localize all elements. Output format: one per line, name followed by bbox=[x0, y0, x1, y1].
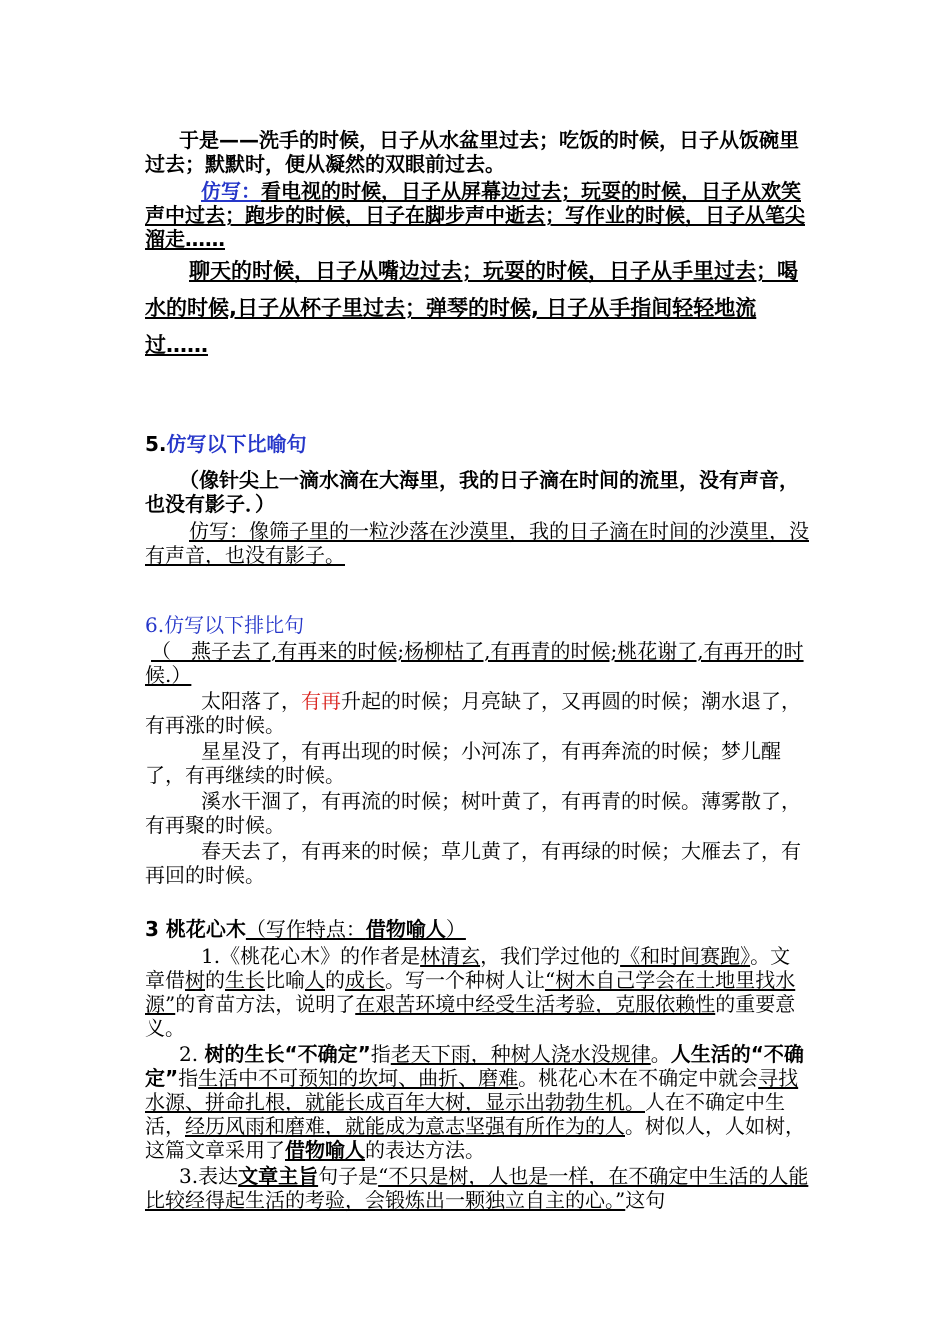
section-title-text: 6.仿写以下排比句 bbox=[145, 613, 305, 637]
imitation-paragraph bbox=[145, 179, 810, 251]
text: 比喻 bbox=[265, 968, 305, 992]
lesson-feature: 借物喻人 bbox=[365, 917, 446, 941]
key-term: 人 bbox=[305, 968, 325, 992]
lesson-paragraph-2 bbox=[145, 1042, 810, 1162]
text: 1.《桃花心木》的作者是 bbox=[201, 944, 421, 968]
imitation-label: 仿写： bbox=[201, 179, 261, 203]
answer-paragraph bbox=[145, 839, 810, 887]
model-sentence-text: （像针尖上一滴水滴在大海里，我的日子滴在时间的流里，没有声音，也没有影子．） bbox=[145, 468, 799, 516]
work-title: 《和时间赛跑》 bbox=[620, 944, 751, 968]
section-title-text: 仿写以下比喻句 bbox=[166, 432, 307, 456]
text: 的重要意义。 bbox=[145, 992, 796, 1040]
key-term: 树的生长“不确定” bbox=[204, 1042, 371, 1066]
highlight-text: 有再 bbox=[301, 689, 341, 713]
answer-paragraph bbox=[145, 789, 810, 837]
model-sentence bbox=[145, 468, 810, 516]
imitation-paragraph-2 bbox=[145, 253, 810, 364]
text: 。文章借 bbox=[145, 944, 791, 992]
passage-text: 于是——洗手的时候，日子从水盆里过去；吃饭的时候，日子从饭碗里过去；默默时，便从凝然的双眼前过去。 bbox=[145, 128, 799, 176]
lesson-paragraph-1 bbox=[145, 944, 810, 1040]
answer-text: 星星没了，有再出现的时候；小河冻了，有再奔流的时候；梦儿醒了，有再继续的时候。 bbox=[145, 739, 781, 787]
text: 2. bbox=[179, 1042, 205, 1066]
lesson-title-text: 3 桃花心木 bbox=[145, 917, 246, 941]
document-page bbox=[145, 118, 810, 1212]
lesson-feature-label: ） bbox=[445, 917, 466, 941]
answer-text: 太阳落了， bbox=[201, 689, 301, 713]
text: 的育苗方法，说明了 bbox=[175, 992, 356, 1016]
text: 。 bbox=[650, 1042, 671, 1066]
author-name: 林清玄 bbox=[420, 944, 481, 968]
key-term: 文章主旨 bbox=[238, 1164, 319, 1188]
text: 的 bbox=[325, 968, 345, 992]
passage-paragraph bbox=[145, 128, 810, 176]
key-term: “不只是树，人也是一样，在不确定中生活的人能比较经得起生活的考验，会锻炼出一颗独立自主的心。” bbox=[145, 1164, 809, 1212]
section-title bbox=[145, 613, 810, 637]
text: ，我们学过他的 bbox=[480, 944, 621, 968]
text: 这句 bbox=[625, 1188, 666, 1212]
imitation-text: 日子从欢笑声中过去 bbox=[145, 179, 801, 227]
text: 的 bbox=[205, 968, 225, 992]
key-term: 生长 bbox=[225, 968, 265, 992]
lesson-title bbox=[145, 917, 810, 941]
key-term: 借物喻人 bbox=[285, 1138, 365, 1162]
imitation-sentence-text: 仿写：像筛子里的一粒沙落在沙漠里，我的日子滴在时间的沙漠里，没有声音，也没有影子。 bbox=[145, 519, 809, 567]
text: 。桃花心木在不确定中就会 bbox=[518, 1066, 759, 1090]
text: 。写一个种树人让 bbox=[385, 968, 545, 992]
section-number: 5. bbox=[145, 432, 167, 456]
imitation-text: 写作业的时候，日子从笔尖溜走…… bbox=[145, 203, 805, 251]
text: 3.表达 bbox=[179, 1164, 239, 1188]
key-term: 经历风雨和磨难，就能成为意志坚强有所作为的人 bbox=[185, 1114, 625, 1138]
answer-text: 春天去了，有再来的时候；草儿黄了，有再绿的时候；大雁去了，有再回的时候。 bbox=[145, 839, 801, 887]
text: 句子是 bbox=[318, 1164, 379, 1188]
key-term: “树木自己学会在土地里找水源” bbox=[145, 968, 796, 1016]
answer-paragraph bbox=[145, 739, 810, 787]
key-term: 人生活的“不确定” bbox=[145, 1042, 804, 1090]
imitation-text: ；跑步的时候，日子在脚步声中逝去； bbox=[225, 203, 565, 227]
imitation-sentence bbox=[145, 519, 810, 567]
text: 人在不确定中生活， bbox=[145, 1090, 785, 1138]
imitation-text: 看电视的时候，日子从屏幕边过去；玩耍的时候， bbox=[261, 179, 701, 203]
text: 的表达方法。 bbox=[365, 1138, 485, 1162]
key-term: 老天下雨，种树人浇水没规律 bbox=[390, 1042, 651, 1066]
key-term: 树 bbox=[185, 968, 205, 992]
text: 指 bbox=[370, 1042, 391, 1066]
imitation-text: 聊天的时候，日子从嘴边过去；玩耍的时候，日子从手里过去；喝水的时候,日子从杯子里过去；弹琴的时候, 日子从手指间轻轻地流过…… bbox=[145, 259, 798, 357]
key-term: 在艰苦环境中经受生活考验，克服依赖性 bbox=[355, 992, 716, 1016]
key-term: 生活中不可预知的坎坷、曲折、磨难 bbox=[198, 1066, 519, 1090]
lesson-paragraph-3 bbox=[145, 1164, 810, 1212]
model-sentence-text: （ 燕子去了,有再来的时候;杨柳枯了,有再青的时候;桃花谢了,有再开的时候.） bbox=[145, 639, 804, 687]
model-sentence bbox=[145, 639, 810, 687]
answer-text: 溪水干涸了，有再流的时候；树叶黄了，有再青的时候。薄雾散了，有再聚的时候。 bbox=[145, 789, 801, 837]
key-term: 寻找水源、拼命扎根，就能长成百年大树，显示出勃勃生机。 bbox=[145, 1066, 799, 1114]
text: 指 bbox=[178, 1066, 199, 1090]
lesson-feature-label: （写作特点： bbox=[245, 917, 366, 941]
answer-paragraph bbox=[145, 689, 810, 737]
section-title bbox=[145, 432, 810, 456]
answer-text: 升起的时候；月亮缺了，又再圆的时候；潮水退了，有再涨的时候。 bbox=[145, 689, 801, 737]
key-term: 成长 bbox=[345, 968, 385, 992]
text: 。树似人，人如树，这篇文章采用了 bbox=[145, 1114, 805, 1162]
